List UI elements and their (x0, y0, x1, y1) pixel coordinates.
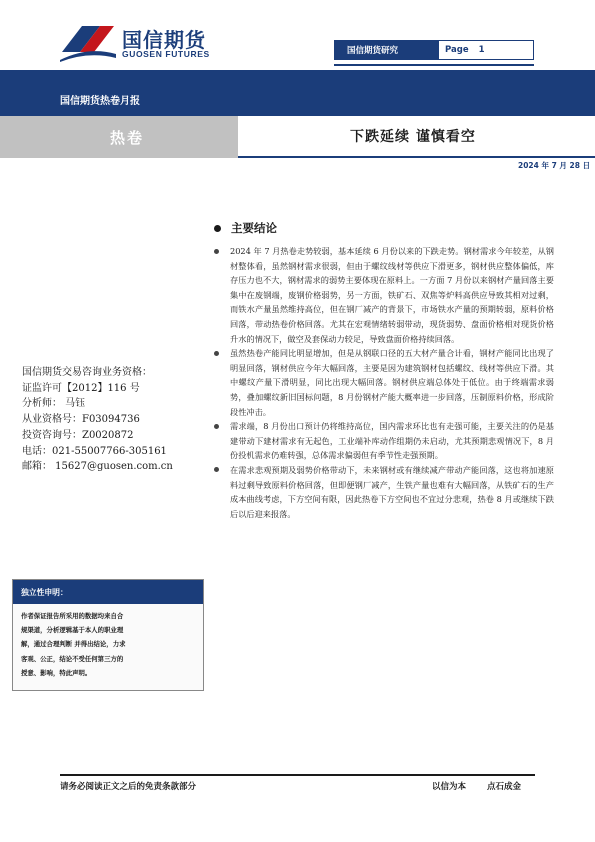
logo-text-cn: 国信期货 (122, 28, 206, 52)
statement-line: 解，通过合理判断 并得出结论，力求 (21, 640, 126, 649)
analyst-info (22, 365, 207, 475)
report-series-title: 国信期货热卷月报 (60, 96, 140, 107)
section-heading (214, 220, 277, 236)
list-item: 2024 年 7 月热卷走势较弱，基本延续 6 月份以来的下跌走势。钢材需求今年较差，从钢材整体看，虽然钢材需求很弱，但由于螺纹线材等供应下滑更多，钢材供应整体偏低，库存压力也不大，钢材需求的弱势主要体现在原料上。一方面 7 月份以来钢材产量回落主要集中在废钢端，废钢价格弱势，另一方面，铁矿石、双焦等炉料高供应导致其相对过剩，而铁水产量虽然维持高位，但在钢厂减产的背景下，市场铁水产量的预期转弱，原料价格回落，带动热卷价格回落。尤其在宏观情绪转弱带动，现货弱势、盘面价格相对现货价格升水的情况下，做空及套保动力较足，导致盘面价格持续回落。 (214, 244, 554, 346)
footer-slogan (432, 780, 521, 792)
list-item: 在需求悲观预期及弱势价格带动下，未来钢材或有继续减产带动产能回落，这也将加速原料过剩导致原料价格回落，但即便钢厂减产，生铁产量也难有大幅回落，从铁矿石的生产成本曲线考虑，下方空间有限，因此热卷下方空间也不宜过分悲观，热卷 8 月或继续下跌后以后迎来报落。 (214, 463, 554, 521)
analyst-name: 分析师： 马钰 (22, 398, 86, 410)
statement-line: 授意、影响，特此声明。 (21, 668, 92, 677)
title-rule (238, 156, 595, 158)
report-title: 下跌延续 谨慎看空 (350, 129, 476, 145)
bullet-icon (214, 225, 221, 232)
footer-rule (60, 774, 535, 776)
page-indicator (439, 41, 533, 59)
list-item: 需求端，8 月份出口预计仍将维持高位，国内需求环比也有走强可能，主要关注的仍是基建带动下建材需求有无起色，工业端补库动作组期仍未启动，尤其预期悲观情况下，8 月份投机需求仍难转强，总体需求偏弱但有季节性走强预期。 (214, 419, 554, 463)
slogan-2: 点石成金 (486, 782, 521, 792)
statement-body (13, 604, 203, 685)
page-word: Page (445, 45, 469, 55)
statement-title: 独立性申明： (13, 580, 203, 604)
header-rule (334, 64, 534, 66)
email: 邮箱： 15627@guosen.com.cn (22, 461, 173, 473)
footer-disclaimer: 请务必阅读正文之后的免责条款部分 (60, 782, 197, 792)
section-heading-text: 主要结论 (231, 221, 277, 235)
statement-line: 作者保证报告所采用的数据均来自合 (21, 612, 124, 620)
consulting-number: 投资咨询号：Z0020872 (22, 429, 134, 441)
statement-line: 客观、公正，结论不受任何第三方的 (21, 654, 124, 663)
statement-line: 规渠道，分析逻辑基于本人的职业理 (21, 626, 124, 635)
page-number: 1 (478, 45, 485, 55)
slogan-1: 以信为本 (432, 782, 467, 792)
phone: 电话：021-55007766-305161 (22, 445, 167, 457)
header-box (334, 40, 534, 60)
company-logo (60, 22, 240, 62)
report-date: 2024 年 7 月 28 日 (518, 161, 591, 170)
logo-text-en: GUOSEN FUTURES (122, 49, 210, 59)
list-item: 虽然热卷产能同比明显增加，但是从钢联口径的五大材产量合计看，钢材产能同比出现了明显回落，钢材供应今年大幅回落，主要是因为建筑钢材包括螺纹、线材等供应下滑。其中螺纹产量下滑明显，同比出现大幅回落。钢材供应端总体处于低位。由于终端需求弱势，叠加螺纹新旧国标问题，8 月份钢材产能大概率进一步回落，压制原料价格，形成阶段性冲击。 (214, 346, 554, 419)
qualification-number: 从业资格号：F03094736 (22, 414, 140, 426)
category-tag-text: 热卷 (110, 129, 145, 147)
license-line: 国信期货交易咨询业务资格： (22, 367, 152, 378)
conclusion-list (214, 244, 554, 521)
independence-statement (12, 579, 204, 691)
header-label: 国信期货研究 (335, 41, 439, 59)
license-number: 证监许可【2012】116 号 (22, 382, 140, 394)
logo-mark-icon (60, 22, 116, 62)
